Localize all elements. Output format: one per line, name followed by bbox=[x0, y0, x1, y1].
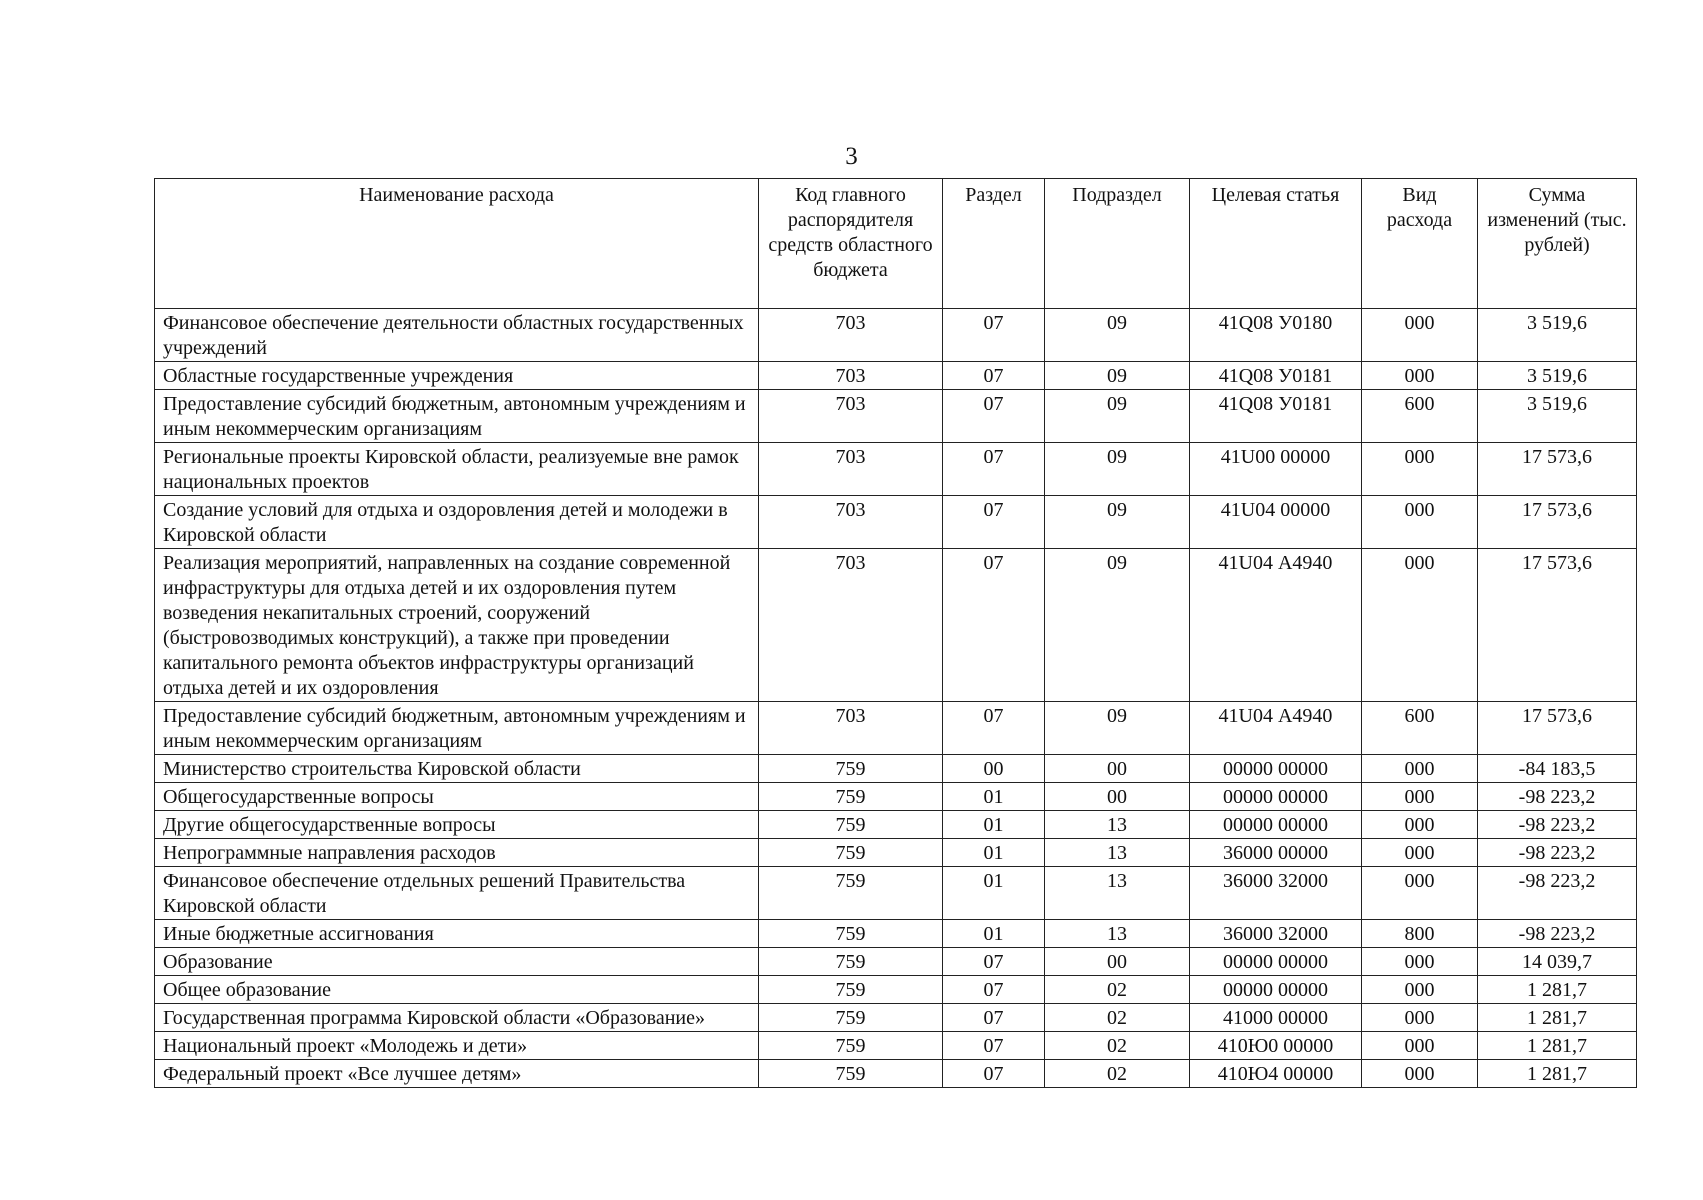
table-row bbox=[155, 839, 1637, 867]
cell-expense-type: 600 bbox=[1362, 702, 1478, 755]
table-row bbox=[155, 1004, 1637, 1032]
cell-expense-name: Иные бюджетные ассигнования bbox=[155, 920, 759, 948]
cell-administrator-code: 759 bbox=[759, 1060, 943, 1088]
cell-section: 07 bbox=[943, 1004, 1045, 1032]
cell-expense-name: Предоставление субсидий бюджетным, автономным учреждениям и иным некоммерческим организациям bbox=[155, 390, 759, 443]
cell-subsection: 02 bbox=[1045, 1004, 1190, 1032]
cell-expense-type: 000 bbox=[1362, 867, 1478, 920]
cell-section: 07 bbox=[943, 549, 1045, 702]
cell-section: 07 bbox=[943, 976, 1045, 1004]
table-row bbox=[155, 976, 1637, 1004]
cell-subsection: 13 bbox=[1045, 839, 1190, 867]
cell-expense-type: 000 bbox=[1362, 839, 1478, 867]
cell-change-amount: -98 223,2 bbox=[1478, 811, 1637, 839]
cell-expense-type: 000 bbox=[1362, 309, 1478, 362]
cell-subsection: 09 bbox=[1045, 496, 1190, 549]
cell-expense-type: 000 bbox=[1362, 362, 1478, 390]
cell-section: 01 bbox=[943, 783, 1045, 811]
cell-administrator-code: 759 bbox=[759, 783, 943, 811]
cell-administrator-code: 759 bbox=[759, 1004, 943, 1032]
cell-expense-name: Образование bbox=[155, 948, 759, 976]
cell-change-amount: 17 573,6 bbox=[1478, 702, 1637, 755]
cell-subsection: 09 bbox=[1045, 702, 1190, 755]
cell-administrator-code: 703 bbox=[759, 362, 943, 390]
cell-subsection: 09 bbox=[1045, 549, 1190, 702]
cell-target-article: 41U04 А4940 bbox=[1190, 702, 1362, 755]
cell-section: 00 bbox=[943, 755, 1045, 783]
cell-subsection: 00 bbox=[1045, 783, 1190, 811]
cell-change-amount: -98 223,2 bbox=[1478, 867, 1637, 920]
cell-administrator-code: 759 bbox=[759, 755, 943, 783]
cell-section: 07 bbox=[943, 1032, 1045, 1060]
cell-subsection: 13 bbox=[1045, 867, 1190, 920]
cell-expense-name: Региональные проекты Кировской области, реализуемые вне рамок национальных проектов bbox=[155, 443, 759, 496]
cell-expense-name: Непрограммные направления расходов bbox=[155, 839, 759, 867]
table-row bbox=[155, 948, 1637, 976]
cell-change-amount: 1 281,7 bbox=[1478, 976, 1637, 1004]
cell-expense-name: Федеральный проект «Все лучшее детям» bbox=[155, 1060, 759, 1088]
header-administrator-code: Код главного распорядителя средств областного бюджета bbox=[759, 179, 943, 309]
cell-section: 07 bbox=[943, 496, 1045, 549]
cell-expense-type: 000 bbox=[1362, 811, 1478, 839]
table-body bbox=[155, 309, 1637, 1088]
cell-change-amount: 3 519,6 bbox=[1478, 362, 1637, 390]
cell-target-article: 36000 32000 bbox=[1190, 867, 1362, 920]
cell-administrator-code: 759 bbox=[759, 839, 943, 867]
cell-subsection: 09 bbox=[1045, 443, 1190, 496]
cell-subsection: 09 bbox=[1045, 390, 1190, 443]
cell-subsection: 13 bbox=[1045, 920, 1190, 948]
table-row bbox=[155, 549, 1637, 702]
cell-change-amount: 3 519,6 bbox=[1478, 390, 1637, 443]
cell-section: 07 bbox=[943, 362, 1045, 390]
cell-target-article: 41U04 А4940 bbox=[1190, 549, 1362, 702]
cell-administrator-code: 703 bbox=[759, 702, 943, 755]
cell-section: 07 bbox=[943, 390, 1045, 443]
cell-expense-type: 000 bbox=[1362, 1032, 1478, 1060]
header-expense-type: Вид расхода bbox=[1362, 179, 1478, 309]
cell-expense-name: Финансовое обеспечение деятельности областных государственных учреждений bbox=[155, 309, 759, 362]
cell-section: 01 bbox=[943, 811, 1045, 839]
cell-change-amount: 17 573,6 bbox=[1478, 549, 1637, 702]
cell-section: 07 bbox=[943, 309, 1045, 362]
cell-target-article: 410Ю0 00000 bbox=[1190, 1032, 1362, 1060]
cell-expense-type: 600 bbox=[1362, 390, 1478, 443]
header-expense-name: Наименование расхода bbox=[155, 179, 759, 309]
table-row bbox=[155, 362, 1637, 390]
cell-subsection: 09 bbox=[1045, 362, 1190, 390]
table-row bbox=[155, 702, 1637, 755]
cell-change-amount: 14 039,7 bbox=[1478, 948, 1637, 976]
cell-target-article: 41U04 00000 bbox=[1190, 496, 1362, 549]
cell-administrator-code: 703 bbox=[759, 496, 943, 549]
cell-expense-name: Другие общегосударственные вопросы bbox=[155, 811, 759, 839]
cell-subsection: 13 bbox=[1045, 811, 1190, 839]
cell-change-amount: 17 573,6 bbox=[1478, 496, 1637, 549]
cell-expense-type: 000 bbox=[1362, 755, 1478, 783]
cell-change-amount: 1 281,7 bbox=[1478, 1032, 1637, 1060]
cell-expense-type: 800 bbox=[1362, 920, 1478, 948]
cell-expense-type: 000 bbox=[1362, 549, 1478, 702]
page-number: 3 bbox=[845, 143, 858, 170]
cell-change-amount: -98 223,2 bbox=[1478, 920, 1637, 948]
cell-subsection: 02 bbox=[1045, 976, 1190, 1004]
cell-expense-type: 000 bbox=[1362, 976, 1478, 1004]
cell-administrator-code: 759 bbox=[759, 867, 943, 920]
cell-subsection: 02 bbox=[1045, 1032, 1190, 1060]
cell-target-article: 41Q08 У0180 bbox=[1190, 309, 1362, 362]
cell-expense-name: Общее образование bbox=[155, 976, 759, 1004]
cell-expense-type: 000 bbox=[1362, 1004, 1478, 1032]
cell-change-amount: -84 183,5 bbox=[1478, 755, 1637, 783]
table-header-row bbox=[155, 179, 1637, 309]
cell-section: 07 bbox=[943, 443, 1045, 496]
cell-section: 01 bbox=[943, 867, 1045, 920]
cell-administrator-code: 703 bbox=[759, 309, 943, 362]
cell-expense-type: 000 bbox=[1362, 1060, 1478, 1088]
header-section: Раздел bbox=[943, 179, 1045, 309]
cell-change-amount: 17 573,6 bbox=[1478, 443, 1637, 496]
cell-section: 07 bbox=[943, 702, 1045, 755]
cell-subsection: 09 bbox=[1045, 309, 1190, 362]
cell-target-article: 41Q08 У0181 bbox=[1190, 390, 1362, 443]
table-row bbox=[155, 920, 1637, 948]
cell-subsection: 00 bbox=[1045, 755, 1190, 783]
budget-table bbox=[154, 178, 1637, 1088]
cell-target-article: 00000 00000 bbox=[1190, 811, 1362, 839]
cell-target-article: 410Ю4 00000 bbox=[1190, 1060, 1362, 1088]
table-row bbox=[155, 390, 1637, 443]
cell-subsection: 00 bbox=[1045, 948, 1190, 976]
table-row bbox=[155, 783, 1637, 811]
cell-target-article: 36000 00000 bbox=[1190, 839, 1362, 867]
cell-section: 07 bbox=[943, 948, 1045, 976]
header-subsection: Подраздел bbox=[1045, 179, 1190, 309]
cell-change-amount: -98 223,2 bbox=[1478, 839, 1637, 867]
cell-target-article: 36000 32000 bbox=[1190, 920, 1362, 948]
cell-expense-name: Финансовое обеспечение отдельных решений Правительства Кировской области bbox=[155, 867, 759, 920]
cell-administrator-code: 703 bbox=[759, 390, 943, 443]
cell-change-amount: 1 281,7 bbox=[1478, 1004, 1637, 1032]
table-row bbox=[155, 811, 1637, 839]
table-row bbox=[155, 309, 1637, 362]
cell-expense-name: Национальный проект «Молодежь и дети» bbox=[155, 1032, 759, 1060]
cell-expense-name: Министерство строительства Кировской области bbox=[155, 755, 759, 783]
cell-administrator-code: 759 bbox=[759, 811, 943, 839]
cell-expense-type: 000 bbox=[1362, 948, 1478, 976]
cell-administrator-code: 703 bbox=[759, 549, 943, 702]
cell-administrator-code: 759 bbox=[759, 1032, 943, 1060]
cell-expense-name: Реализация мероприятий, направленных на создание современной инфраструктуры для отдыха детей и их оздоровления путем возведения некапитальных строений, сооружений (быстровозводимых конструкций), а также при проведении капитального ремонта объектов инфраструктуры организаций отдыха детей и их оздоровления bbox=[155, 549, 759, 702]
cell-target-article: 00000 00000 bbox=[1190, 755, 1362, 783]
table-row bbox=[155, 496, 1637, 549]
cell-expense-name: Предоставление субсидий бюджетным, автономным учреждениям и иным некоммерческим организациям bbox=[155, 702, 759, 755]
cell-expense-name: Создание условий для отдыха и оздоровления детей и молодежи в Кировской области bbox=[155, 496, 759, 549]
cell-administrator-code: 703 bbox=[759, 443, 943, 496]
table-row bbox=[155, 867, 1637, 920]
cell-expense-name: Областные государственные учреждения bbox=[155, 362, 759, 390]
cell-change-amount: 3 519,6 bbox=[1478, 309, 1637, 362]
table-row bbox=[155, 1060, 1637, 1088]
cell-target-article: 41000 00000 bbox=[1190, 1004, 1362, 1032]
table-row bbox=[155, 1032, 1637, 1060]
cell-administrator-code: 759 bbox=[759, 948, 943, 976]
header-change-amount: Сумма изменений (тыс. рублей) bbox=[1478, 179, 1637, 309]
cell-section: 01 bbox=[943, 920, 1045, 948]
cell-expense-type: 000 bbox=[1362, 783, 1478, 811]
table-row bbox=[155, 443, 1637, 496]
cell-target-article: 00000 00000 bbox=[1190, 783, 1362, 811]
cell-expense-type: 000 bbox=[1362, 443, 1478, 496]
cell-subsection: 02 bbox=[1045, 1060, 1190, 1088]
cell-administrator-code: 759 bbox=[759, 920, 943, 948]
cell-change-amount: -98 223,2 bbox=[1478, 783, 1637, 811]
cell-section: 01 bbox=[943, 839, 1045, 867]
cell-expense-name: Государственная программа Кировской области «Образование» bbox=[155, 1004, 759, 1032]
cell-target-article: 00000 00000 bbox=[1190, 976, 1362, 1004]
cell-target-article: 00000 00000 bbox=[1190, 948, 1362, 976]
table-row bbox=[155, 755, 1637, 783]
header-target-article: Целевая статья bbox=[1190, 179, 1362, 309]
cell-target-article: 41Q08 У0181 bbox=[1190, 362, 1362, 390]
cell-target-article: 41U00 00000 bbox=[1190, 443, 1362, 496]
cell-expense-type: 000 bbox=[1362, 496, 1478, 549]
cell-administrator-code: 759 bbox=[759, 976, 943, 1004]
cell-expense-name: Общегосударственные вопросы bbox=[155, 783, 759, 811]
cell-section: 07 bbox=[943, 1060, 1045, 1088]
cell-change-amount: 1 281,7 bbox=[1478, 1060, 1637, 1088]
